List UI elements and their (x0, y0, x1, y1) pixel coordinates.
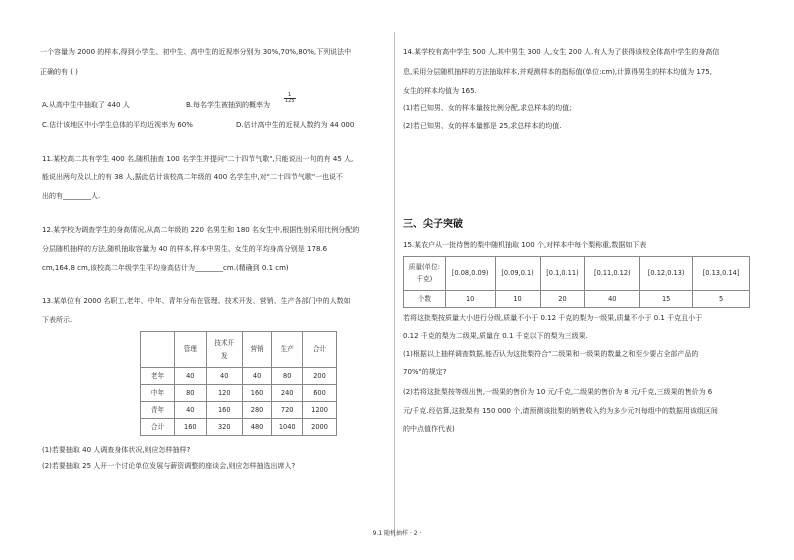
table-cell: [0.08,0.09) (445, 257, 495, 291)
table-cell: 720 (272, 402, 303, 419)
question-14-sub2: (2)若已知男、女的样本量都是 25,求总样本的均值. (403, 122, 562, 130)
fraction-numerator: 1 (284, 93, 296, 99)
table-cell: 80 (272, 368, 303, 385)
table-row-label: 个数 (404, 291, 446, 308)
question-15-line2: 0.12 千克的梨为二级果,质量在 0.1 千克以下的梨为三级果. (403, 332, 588, 340)
table-cell: 合计 (141, 419, 175, 436)
table-header-cell: 合计 (303, 332, 337, 368)
table-cell: 280 (242, 402, 272, 419)
table-cell: [0.13,0.14] (693, 257, 750, 291)
table-row (141, 402, 337, 419)
table-header-cell: 营销 (242, 332, 272, 368)
column-divider (394, 32, 395, 537)
question-15-line4: 70%"的规定? (403, 368, 447, 376)
question-15-line3: (1)根据以上抽样调查数据,能否认为这批梨符合"二级果和一级果的数量之和至少要占全部产品的 (403, 350, 699, 358)
table-row-label: 质量(单位: 千克) (404, 257, 446, 291)
table-cell: 2000 (303, 419, 337, 436)
question-14-sub1: (1)若已知男、女的样本量按比例分配,求总样本的均值; (403, 104, 572, 112)
question-15-line1: 若将这批梨按质量大小进行分级,质量不小于 0.12 千克的梨为一级果,质量不小于 0.1 千克且小于 (403, 314, 703, 322)
table-cell: 40 (585, 291, 640, 308)
section-title: 三、尖子突破 (403, 219, 463, 230)
table-cell: 600 (303, 385, 337, 402)
table-cell: 1040 (272, 419, 303, 436)
table-cell: 200 (303, 368, 337, 385)
question-15-line7: 的中点值作代表) (403, 425, 455, 433)
option-b-fraction (284, 93, 296, 104)
table-cell: 40 (174, 368, 206, 385)
question-11-line3: 出的有________人. (42, 192, 101, 200)
table-row (404, 291, 750, 308)
table-header-cell: 生产 (272, 332, 303, 368)
fraction-denominator: 125 (285, 98, 295, 104)
table-cell: 5 (693, 291, 750, 308)
table-cell: 1200 (303, 402, 337, 419)
table-cell: 40 (242, 368, 272, 385)
option-c: C.估计该地区中小学生总体的平均近视率为 60% (42, 121, 193, 129)
question-13-line1: 13.某单位有 2000 名职工,老年、中年、青年分布在管理、技术开发、营销、生产各部门中的人数如 (42, 297, 351, 305)
table-row (404, 257, 750, 291)
question-13-sub2: (2)若要抽取 25 人开一个讨论单位发展与薪资调整的座谈会,则应怎样抽选出席人? (42, 462, 296, 470)
table-row (141, 419, 337, 436)
table-cell: 480 (242, 419, 272, 436)
option-a: A.从高中生中抽取了 440 人 (42, 101, 130, 109)
table-cell: 青年 (141, 402, 175, 419)
table-cell: [0.09,0.1) (495, 257, 540, 291)
question-12-line1: 12.某学校为调查学生的身高情况,从高二年级的 220 名男生和 180 名女生中,根据性别采用比例分配的 (42, 226, 360, 234)
table-cell: 40 (174, 402, 206, 419)
question-15-line5: (2)若将这批梨按等级出售,一级果的售价为 10 元/千克,二级果的售价为 8 元/千克,三级果的售价为 6 (403, 388, 713, 396)
table-cell: [0.1,0.11) (540, 257, 585, 291)
table-cell: 10 (445, 291, 495, 308)
pear-weight-table (403, 256, 750, 308)
question-11-line1: 11.某校高二共有学生 400 名,随机抽查 100 名学生并提问"二十四节气歌",只能说出一句的有 45 人, (42, 155, 354, 163)
table-cell: [0.11,0.12) (585, 257, 640, 291)
table-cell: 160 (174, 419, 206, 436)
option-d: D.估计高中生的近视人数约为 44 000 (236, 121, 355, 129)
table-header-cell: 管理 (174, 332, 206, 368)
question-14-line1: 14.某学校有高中学生 500 人,其中男生 300 人,女生 200 人.有人为了获得该校全体高中学生的身高信 (403, 48, 720, 56)
table-cell: 320 (206, 419, 242, 436)
table-header-row (141, 332, 337, 368)
table-cell: 20 (540, 291, 585, 308)
question-12-line3: cm,164.8 cm,该校高二年级学生平均身高估计为________cm.(精确到 0.1 cm) (42, 264, 289, 272)
table-cell: 40 (206, 368, 242, 385)
table-cell: 240 (272, 385, 303, 402)
table-header-cell: 技术开 发 (206, 332, 242, 368)
table-cell: 160 (242, 385, 272, 402)
table-cell: 80 (174, 385, 206, 402)
option-b: B.每名学生被抽到的概率为 (186, 101, 271, 109)
table-cell: 120 (206, 385, 242, 402)
question-10-line2: 正确的有 ( ) (40, 68, 78, 76)
question-12-line2: 分层随机抽样的方法,随机抽取容量为 40 的样本,样本中男生、女生的平均身高分别是 178.6 (42, 245, 328, 253)
question-14-line2: 息,采用分层随机抽样的方法抽取样本,并观测样本的指标值(单位:cm),计算得男生的样本均值为 175, (403, 68, 712, 76)
page-footer: 9.1 随机抽样 · 2 · (372, 530, 422, 537)
table-cell: 10 (495, 291, 540, 308)
question-15-intro: 15.某农户从一批待售的梨中随机抽取 100 个,对样本中每个梨称重,数据如下表 (403, 241, 647, 249)
table-cell: 老年 (141, 368, 175, 385)
question-15-line6: 元/千克.经估算,这批梨有 150 000 个,请预测该批梨的销售收入约为多少元?(每组中的数据用该组区间 (403, 407, 718, 415)
question-14-line3: 女生的样本均值为 165. (403, 87, 477, 95)
table-cell: [0.12,0.13) (640, 257, 693, 291)
table-header-cell (141, 332, 175, 368)
staff-distribution-table (140, 331, 337, 436)
question-11-line2: 能说出两句及以上的有 38 人,据此估计该校高二年级的 400 名学生中,对"二十四节气歌"一也说不 (42, 173, 344, 181)
question-13-line2: 下表所示. (42, 316, 73, 324)
table-row (141, 385, 337, 402)
table-row (141, 368, 337, 385)
question-10-line1: 一个容量为 2000 的样本,得到小学生、初中生、高中生的近视率分别为 30%,70%,80%,下列说法中 (40, 48, 352, 56)
table-cell: 15 (640, 291, 693, 308)
table-cell: 中年 (141, 385, 175, 402)
question-13-sub1: (1)若要抽取 40 人调查身体状况,则应怎样抽样? (42, 446, 191, 454)
table-cell: 160 (206, 402, 242, 419)
